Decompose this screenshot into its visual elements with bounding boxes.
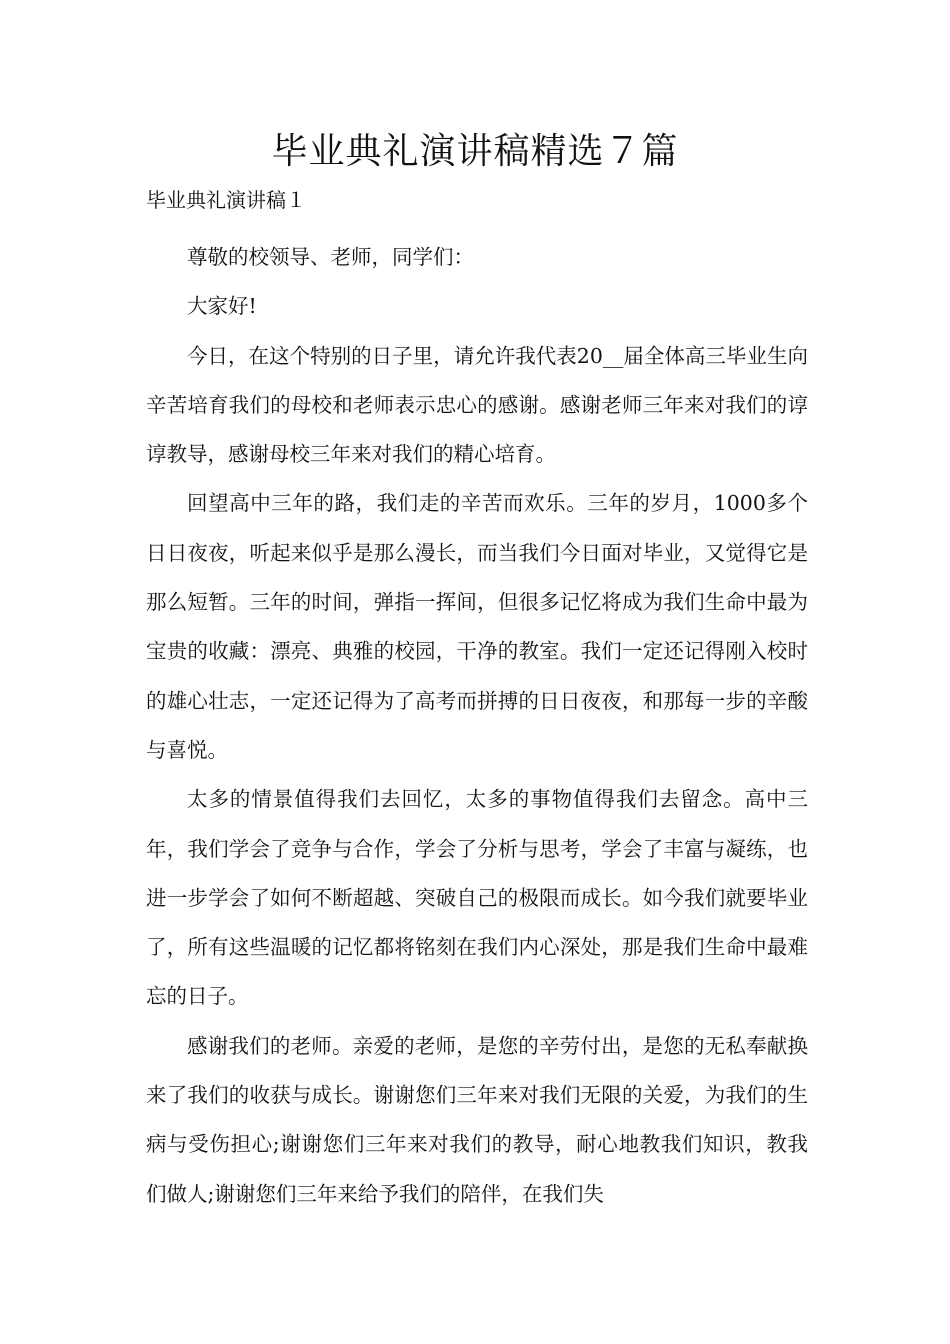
paragraph-greeting: 尊敬的校领导、老师，同学们： <box>187 245 474 269</box>
paragraph-teachers: 感谢我们的老师。亲爱的老师，是您的辛劳付出，是您的无私奉献换来了我们的收获与成长。谢谢您们三年来对我们无限的关爱，为我们的生病与受伤担心;谢谢您们三年来对我们的教导，耐心地教我们知识，教我们做人;谢谢您们三年来给予我们的陪伴，在我们失 <box>146 1033 808 1206</box>
document-title: 毕业典礼演讲稿精选７篇 <box>271 131 679 172</box>
section-heading: 毕业典礼演讲稿１ <box>146 188 306 212</box>
document-body <box>146 233 808 1219</box>
paragraph-growth: 太多的情景值得我们去回忆，太多的事物值得我们去留念。高中三年，我们学会了竞争与合作，学会了分析与思考，学会了丰富与凝练，也进一步学会了如何不断超越、突破自己的极限而成长。如今我们就要毕业了，所有这些温暖的记忆都将铭刻在我们内心深处，那是我们生命中最难忘的日子。 <box>146 787 808 1009</box>
paragraph-memories: 回望高中三年的路，我们走的辛苦而欢乐。三年的岁月，1000多个日日夜夜，听起来似乎是那么漫长，而当我们今日面对毕业，又觉得它是那么短暂。三年的时间，弹指一挥间，但很多记忆将成为我们生命中最为宝贵的收藏：漂亮、典雅的校园，干净的教室。我们一定还记得刚入校时的雄心壮志，一定还记得为了高考而拼搏的日日夜夜，和那每一步的辛酸与喜悦。 <box>146 491 808 762</box>
paragraph-hello: 大家好! <box>187 294 257 319</box>
paragraph-thanks: 今日，在这个特别的日子里，请允许我代表20__届全体高三毕业生向辛苦培育我们的母校和老师表示忠心的感谢。感谢老师三年来对我们的谆谆教导，感谢母校三年来对我们的精心培育。 <box>146 343 808 467</box>
